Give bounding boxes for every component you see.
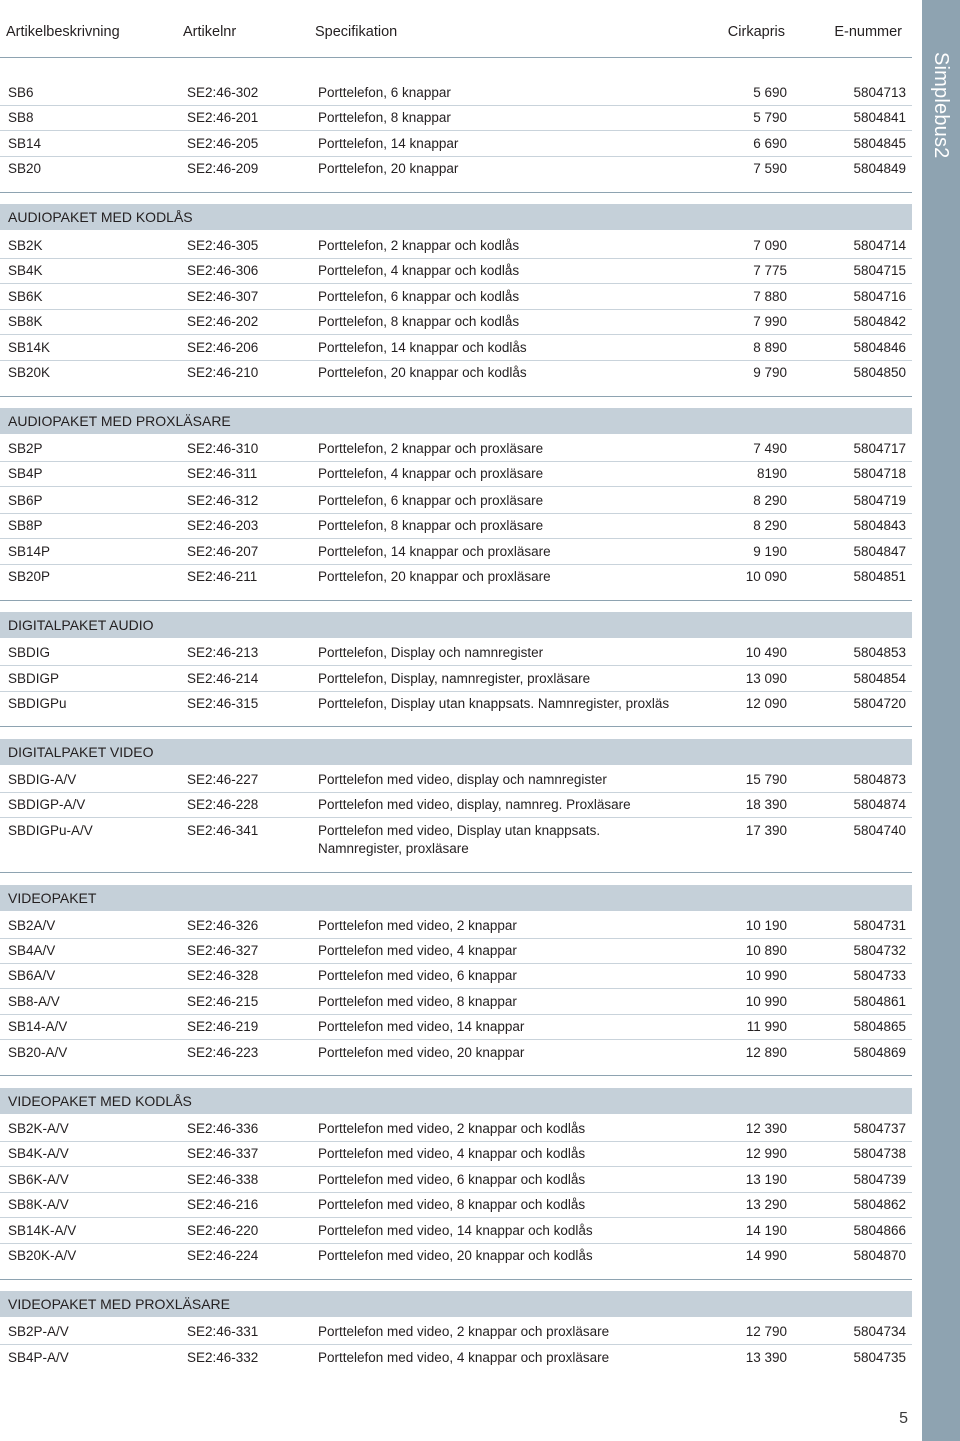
row-divider — [0, 1039, 912, 1040]
cell-price: 12 790 — [745, 1324, 787, 1339]
cell-article-number: SE2:46-210 — [187, 365, 259, 380]
cell-specification: Porttelefon med video, 14 knappar — [318, 1019, 525, 1034]
cell-e-number: 5804713 — [853, 85, 906, 100]
cell-e-number: 5804720 — [853, 696, 906, 711]
cell-description: SB2P — [8, 441, 43, 456]
cell-price: 7 990 — [753, 314, 787, 329]
cell-article-number: SE2:46-213 — [187, 645, 259, 660]
cell-price: 9 790 — [753, 365, 787, 380]
section-title: DIGITALPAKET AUDIO — [8, 617, 154, 633]
cell-specification: Porttelefon med video, 20 knappar och kodlås — [318, 1248, 593, 1263]
section-title: AUDIOPAKET MED KODLÅS — [8, 209, 193, 225]
cell-article-number: SE2:46-202 — [187, 314, 259, 329]
cell-article-number: SE2:46-341 — [187, 823, 259, 838]
row-divider — [0, 564, 912, 565]
cell-description: SB4K-A/V — [8, 1146, 69, 1161]
cell-article-number: SE2:46-227 — [187, 772, 259, 787]
cell-article-number: SE2:46-302 — [187, 85, 259, 100]
cell-description: SB2A/V — [8, 918, 56, 933]
cell-specification: Porttelefon med video, 14 knappar och kodlås — [318, 1223, 593, 1238]
cell-article-number: SE2:46-205 — [187, 136, 259, 151]
cell-price: 10 990 — [745, 968, 787, 983]
cell-article-number: SE2:46-307 — [187, 289, 259, 304]
header-price: Cirkapris — [727, 24, 785, 40]
cell-specification: Porttelefon med video, 4 knappar och proxläsare — [318, 1350, 610, 1365]
header-e-number: E-nummer — [834, 24, 902, 40]
cell-price: 17 390 — [745, 823, 787, 838]
cell-e-number: 5804737 — [853, 1121, 906, 1136]
cell-description: SB2K — [8, 238, 43, 253]
cell-description: SB8K — [8, 314, 43, 329]
cell-e-number: 5804735 — [853, 1350, 906, 1365]
cell-price: 10 190 — [745, 918, 787, 933]
row-divider — [0, 309, 912, 310]
cell-description: SB6 — [8, 85, 34, 100]
row-divider — [0, 461, 912, 462]
row-divider — [0, 513, 912, 514]
cell-e-number: 5804740 — [853, 823, 906, 838]
cell-description: SB4P — [8, 466, 43, 481]
row-divider — [0, 988, 912, 989]
cell-specification: Porttelefon, 6 knappar och kodlås — [318, 289, 520, 304]
row-divider — [0, 1344, 912, 1345]
cell-specification: Porttelefon, 8 knappar och kodlås — [318, 314, 520, 329]
cell-price: 8 890 — [753, 340, 787, 355]
cell-price: 5 690 — [753, 85, 787, 100]
cell-e-number: 5804845 — [853, 136, 906, 151]
cell-article-number: SE2:46-228 — [187, 797, 259, 812]
cell-e-number: 5804862 — [853, 1197, 906, 1212]
section-heading — [0, 885, 912, 911]
cell-specification: Porttelefon, 4 knappar och proxläsare — [318, 466, 544, 481]
cell-description: SB20P — [8, 569, 51, 584]
cell-price: 12 390 — [745, 1121, 787, 1136]
side-tab — [922, 0, 960, 1441]
section-heading — [0, 408, 912, 434]
cell-article-number: SE2:46-326 — [187, 918, 259, 933]
cell-description: SBDIGPu — [8, 696, 67, 711]
cell-price: 10 490 — [745, 645, 787, 660]
cell-price: 6 690 — [753, 136, 787, 151]
table-header — [0, 0, 912, 58]
cell-article-number: SE2:46-211 — [187, 569, 258, 584]
cell-specification: Porttelefon, 2 knappar och kodlås — [318, 238, 520, 253]
cell-article-number: SE2:46-336 — [187, 1121, 259, 1136]
cell-e-number: 5804843 — [853, 518, 906, 533]
cell-article-number: SE2:46-312 — [187, 493, 259, 508]
section-divider — [0, 192, 912, 193]
cell-specification: Porttelefon med video, 6 knappar och kodlås — [318, 1172, 586, 1187]
cell-price: 13 290 — [745, 1197, 787, 1212]
cell-specification: Porttelefon med video, 20 knappar — [318, 1045, 525, 1060]
section-divider — [0, 1279, 912, 1280]
cell-specification: Porttelefon, Display utan knappsats. Namnregister, proxläs — [318, 696, 670, 711]
row-divider — [0, 665, 912, 666]
cell-description: SBDIGPu-A/V — [8, 823, 93, 838]
cell-specification: Porttelefon, 20 knappar — [318, 161, 459, 176]
cell-specification: Porttelefon, 14 knappar och kodlås — [318, 340, 527, 355]
cell-description: SB14 — [8, 136, 42, 151]
cell-e-number: 5804873 — [853, 772, 906, 787]
cell-article-number: SE2:46-328 — [187, 968, 259, 983]
row-divider — [0, 817, 912, 818]
cell-article-number: SE2:46-311 — [187, 466, 258, 481]
cell-e-number: 5804869 — [853, 1045, 906, 1060]
row-divider — [0, 963, 912, 964]
cell-specification: Porttelefon, 14 knappar — [318, 136, 459, 151]
cell-description: SBDIG-A/V — [8, 772, 77, 787]
section-title: DIGITALPAKET VIDEO — [8, 744, 154, 760]
cell-price: 13 090 — [745, 671, 787, 686]
cell-price: 11 990 — [746, 1019, 787, 1034]
cell-description: SB14P — [8, 544, 51, 559]
cell-description: SB8P — [8, 518, 43, 533]
cell-description: SB8-A/V — [8, 994, 60, 1009]
table-row — [0, 1247, 912, 1271]
cell-e-number: 5804866 — [853, 1223, 906, 1238]
cell-article-number: SE2:46-331 — [187, 1324, 259, 1339]
cell-article-number: SE2:46-206 — [187, 340, 259, 355]
row-divider — [0, 258, 912, 259]
cell-description: SB4P-A/V — [8, 1350, 69, 1365]
row-divider — [0, 1141, 912, 1142]
cell-description: SBDIGP — [8, 671, 60, 686]
cell-specification: Porttelefon med video, 2 knappar — [318, 918, 517, 933]
cell-e-number: 5804731 — [853, 918, 906, 933]
cell-article-number: SE2:46-219 — [187, 1019, 259, 1034]
cell-specification: Porttelefon, 6 knappar och proxläsare — [318, 493, 544, 508]
cell-article-number: SE2:46-209 — [187, 161, 259, 176]
table-row — [0, 160, 912, 184]
cell-specification: Porttelefon med video, display, namnreg. Proxläsare — [318, 797, 631, 812]
row-divider — [0, 360, 912, 361]
cell-price: 13 390 — [745, 1350, 787, 1365]
cell-e-number: 5804849 — [853, 161, 906, 176]
cell-description: SBDIG — [8, 645, 51, 660]
cell-e-number: 5804853 — [853, 645, 906, 660]
row-divider — [0, 156, 912, 157]
row-divider — [0, 105, 912, 106]
section-title: VIDEOPAKET MED KODLÅS — [8, 1093, 192, 1109]
cell-article-number: SE2:46-305 — [187, 238, 259, 253]
table-row — [0, 364, 912, 388]
table-row-continuation — [0, 840, 912, 864]
cell-article-number: SE2:46-315 — [187, 696, 259, 711]
cell-e-number: 5804841 — [853, 110, 906, 125]
cell-e-number: 5804714 — [853, 238, 906, 253]
cell-price: 9 190 — [753, 544, 787, 559]
section-heading — [0, 204, 912, 230]
cell-price: 18 390 — [745, 797, 787, 812]
table-row — [0, 1349, 912, 1373]
section-divider — [0, 872, 912, 873]
cell-price: 12 890 — [745, 1045, 787, 1060]
cell-price: 8190 — [756, 466, 787, 481]
cell-specification-continued: Namnregister, proxläsare — [318, 841, 469, 856]
cell-article-number: SE2:46-337 — [187, 1146, 259, 1161]
cell-e-number: 5804846 — [853, 340, 906, 355]
cell-price: 7 775 — [753, 263, 787, 278]
cell-e-number: 5804719 — [853, 493, 906, 508]
cell-article-number: SE2:46-338 — [187, 1172, 259, 1187]
row-divider — [0, 792, 912, 793]
cell-specification: Porttelefon med video, 2 knappar och proxläsare — [318, 1324, 610, 1339]
row-divider — [0, 938, 912, 939]
cell-specification: Porttelefon med video, 8 knappar — [318, 994, 517, 1009]
cell-price: 7 590 — [753, 161, 787, 176]
row-divider — [0, 1014, 912, 1015]
cell-e-number: 5804861 — [853, 994, 906, 1009]
cell-description: SB20-A/V — [8, 1045, 68, 1060]
cell-e-number: 5804717 — [853, 441, 906, 456]
cell-specification: Porttelefon, 4 knappar och kodlås — [318, 263, 520, 278]
row-divider — [0, 538, 912, 539]
cell-e-number: 5804739 — [853, 1172, 906, 1187]
cell-description: SB20K — [8, 365, 51, 380]
cell-specification: Porttelefon med video, Display utan knappsats. — [318, 823, 601, 838]
cell-description: SB4A/V — [8, 943, 56, 958]
section-heading — [0, 612, 912, 638]
cell-specification: Porttelefon, 20 knappar och proxläsare — [318, 569, 551, 584]
cell-e-number: 5804715 — [853, 263, 906, 278]
cell-description: SB4K — [8, 263, 43, 278]
cell-description: SB14K-A/V — [8, 1223, 77, 1238]
cell-article-number: SE2:46-332 — [187, 1350, 259, 1365]
cell-article-number: SE2:46-203 — [187, 518, 259, 533]
header-article-number: Artikelnr — [183, 24, 237, 40]
cell-description: SB6K — [8, 289, 43, 304]
cell-price: 10 990 — [745, 994, 787, 1009]
cell-description: SB2K-A/V — [8, 1121, 69, 1136]
cell-price: 12 090 — [745, 696, 787, 711]
row-divider — [0, 283, 912, 284]
cell-article-number: SE2:46-216 — [187, 1197, 259, 1212]
cell-specification: Porttelefon, 14 knappar och proxläsare — [318, 544, 551, 559]
cell-article-number: SE2:46-201 — [187, 110, 259, 125]
row-divider — [0, 486, 912, 487]
page-number: 5 — [899, 1410, 908, 1427]
cell-specification: Porttelefon med video, 4 knappar — [318, 943, 517, 958]
cell-description: SB14-A/V — [8, 1019, 68, 1034]
cell-e-number: 5804716 — [853, 289, 906, 304]
cell-specification: Porttelefon med video, display och namnregister — [318, 772, 607, 787]
cell-article-number: SE2:46-310 — [187, 441, 259, 456]
table-row — [0, 568, 912, 592]
cell-specification: Porttelefon, 20 knappar och kodlås — [318, 365, 527, 380]
cell-e-number: 5804842 — [853, 314, 906, 329]
cell-specification: Porttelefon, 2 knappar och proxläsare — [318, 441, 544, 456]
cell-price: 12 990 — [745, 1146, 787, 1161]
section-divider — [0, 600, 912, 601]
cell-article-number: SE2:46-224 — [187, 1248, 259, 1263]
cell-price: 7 880 — [753, 289, 787, 304]
cell-specification: Porttelefon med video, 8 knappar och kodlås — [318, 1197, 586, 1212]
section-title: VIDEOPAKET — [8, 890, 97, 906]
cell-description: SB20 — [8, 161, 42, 176]
cell-article-number: SE2:46-207 — [187, 544, 259, 559]
cell-e-number: 5804874 — [853, 797, 906, 812]
cell-description: SB14K — [8, 340, 51, 355]
row-divider — [0, 1192, 912, 1193]
cell-description: SB8K-A/V — [8, 1197, 69, 1212]
cell-specification: Porttelefon, 8 knappar — [318, 110, 451, 125]
cell-description: SB8 — [8, 110, 34, 125]
section-divider — [0, 726, 912, 727]
cell-description: SBDIGP-A/V — [8, 797, 86, 812]
cell-specification: Porttelefon med video, 4 knappar och kodlås — [318, 1146, 586, 1161]
cell-price: 8 290 — [753, 518, 787, 533]
cell-e-number: 5804733 — [853, 968, 906, 983]
cell-e-number: 5804734 — [853, 1324, 906, 1339]
section-heading — [0, 1291, 912, 1317]
side-tab-label: Simplebus2 — [930, 52, 952, 159]
cell-specification: Porttelefon med video, 6 knappar — [318, 968, 517, 983]
cell-description: SB2P-A/V — [8, 1324, 69, 1339]
cell-e-number: 5804865 — [853, 1019, 906, 1034]
section-title: AUDIOPAKET MED PROXLÄSARE — [8, 413, 231, 429]
cell-specification: Porttelefon, 8 knappar och proxläsare — [318, 518, 544, 533]
cell-article-number: SE2:46-223 — [187, 1045, 259, 1060]
row-divider — [0, 1217, 912, 1218]
cell-price: 14 990 — [745, 1248, 787, 1263]
section-title: VIDEOPAKET MED PROXLÄSARE — [8, 1296, 230, 1312]
cell-description: SB6K-A/V — [8, 1172, 69, 1187]
cell-e-number: 5804847 — [853, 544, 906, 559]
cell-e-number: 5804854 — [853, 671, 906, 686]
cell-price: 5 790 — [753, 110, 787, 125]
row-divider — [0, 334, 912, 335]
header-description: Artikelbeskrivning — [6, 24, 120, 40]
cell-price: 8 290 — [753, 493, 787, 508]
cell-e-number: 5804738 — [853, 1146, 906, 1161]
cell-price: 10 090 — [745, 569, 787, 584]
cell-price: 7 090 — [753, 238, 787, 253]
cell-e-number: 5804851 — [853, 569, 906, 584]
cell-price: 15 790 — [745, 772, 787, 787]
cell-specification: Porttelefon med video, 2 knappar och kodlås — [318, 1121, 586, 1136]
cell-price: 7 490 — [753, 441, 787, 456]
row-divider — [0, 1166, 912, 1167]
cell-description: SB20K-A/V — [8, 1248, 77, 1263]
cell-price: 13 190 — [745, 1172, 787, 1187]
cell-e-number: 5804732 — [853, 943, 906, 958]
cell-article-number: SE2:46-214 — [187, 671, 259, 686]
cell-specification: Porttelefon, Display och namnregister — [318, 645, 544, 660]
section-divider — [0, 1075, 912, 1076]
section-divider — [0, 396, 912, 397]
cell-specification: Porttelefon, 6 knappar — [318, 85, 451, 100]
cell-article-number: SE2:46-306 — [187, 263, 259, 278]
cell-e-number: 5804870 — [853, 1248, 906, 1263]
section-heading — [0, 1088, 912, 1114]
cell-price: 10 890 — [745, 943, 787, 958]
header-specification: Specifikation — [315, 24, 398, 40]
cell-price: 14 190 — [745, 1223, 787, 1238]
cell-article-number: SE2:46-327 — [187, 943, 259, 958]
cell-specification: Porttelefon, Display, namnregister, proxläsare — [318, 671, 591, 686]
cell-article-number: SE2:46-215 — [187, 994, 259, 1009]
cell-e-number: 5804850 — [853, 365, 906, 380]
table-row — [0, 1044, 912, 1068]
cell-description: SB6P — [8, 493, 43, 508]
row-divider — [0, 1243, 912, 1244]
section-heading — [0, 739, 912, 765]
row-divider — [0, 691, 912, 692]
table-row — [0, 695, 912, 719]
cell-article-number: SE2:46-220 — [187, 1223, 259, 1238]
row-divider — [0, 130, 912, 131]
cell-description: SB6A/V — [8, 968, 56, 983]
cell-e-number: 5804718 — [853, 466, 906, 481]
